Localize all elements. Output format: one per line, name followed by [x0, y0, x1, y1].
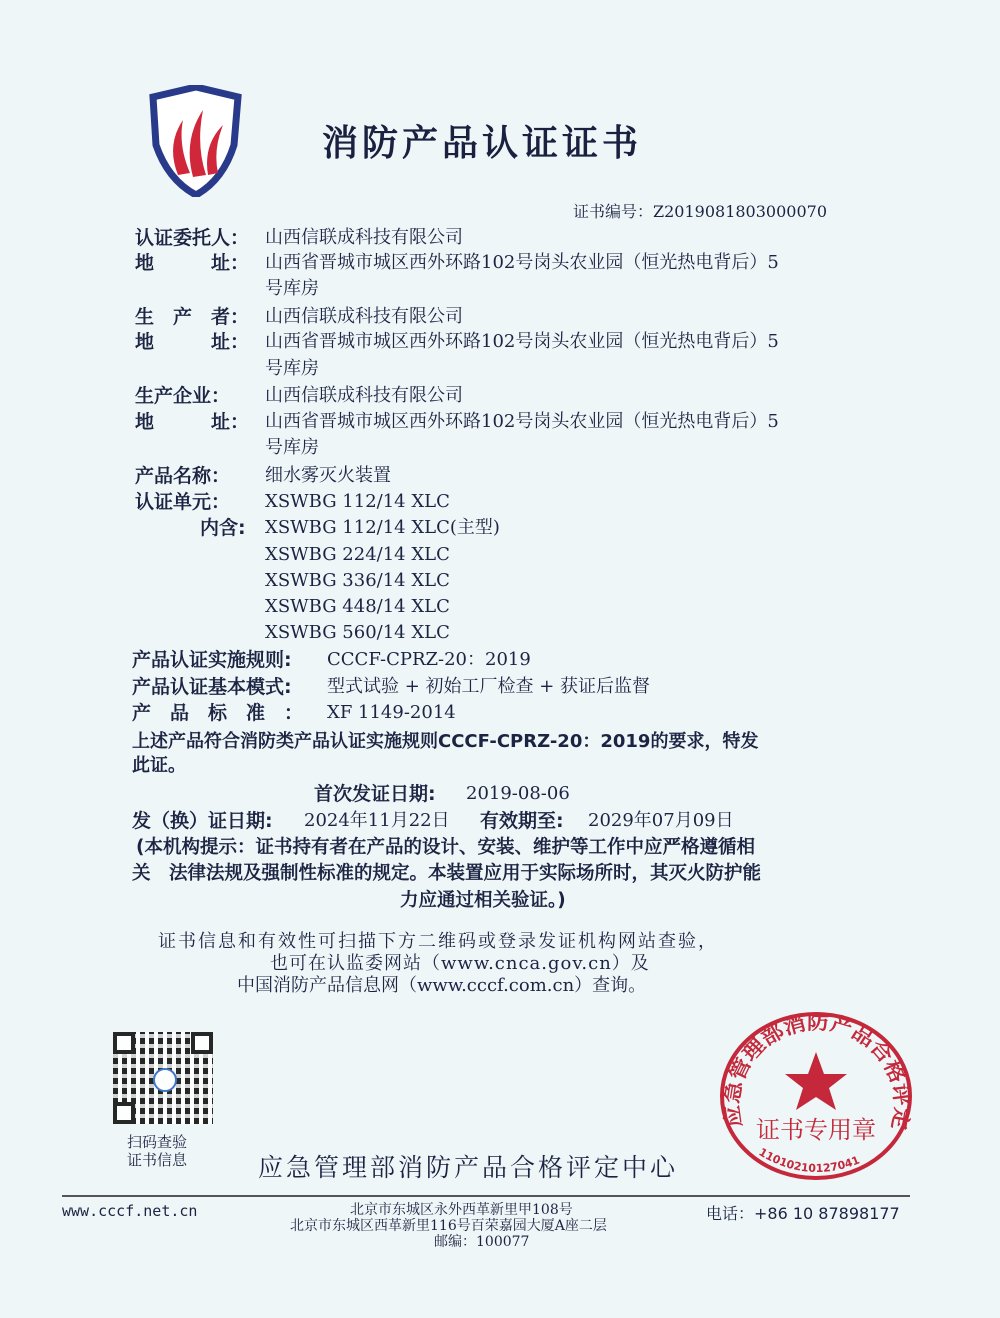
qr-code[interactable] — [113, 1032, 213, 1124]
field-label: 地 址： — [135, 331, 250, 353]
field-label: 生产企业： — [135, 385, 231, 407]
field-value: 山西省晋城市城区西外环路102号岗头农业园（恒光热电背后）5 — [265, 252, 779, 273]
model-item: XSWBG 448/14 XLC — [265, 596, 450, 617]
field-value: 山西信联成科技有限公司 — [265, 306, 463, 327]
first-issue-date: 2019-08-06 — [466, 783, 570, 804]
field-label: 地 址： — [135, 252, 250, 274]
verify-text: 也可在认监委网站（www.cnca.gov.cn）及 — [270, 953, 650, 974]
fire-shield-logo — [148, 85, 243, 201]
valid-date: 2029年07月09日 — [588, 810, 734, 831]
field-value: 山西省晋城市城区西外环路102号岗头农业园（恒光热电背后）5 — [265, 331, 779, 352]
field-label: 地 址： — [135, 411, 250, 433]
standard-label: 产 品 标 准 ： — [132, 702, 304, 724]
contains-label: 内含: — [200, 517, 246, 539]
field-value-cont: 号库房 — [265, 437, 319, 458]
verify-text: 证书信息和有效性可扫描下方二维码或登录发证机构网站查验， — [158, 931, 718, 952]
first-issue-label: 首次发证日期: — [314, 783, 436, 805]
field-value-cont: 号库房 — [265, 358, 319, 379]
field-value: 山西信联成科技有限公司 — [265, 227, 463, 248]
certificate-number: 证书编号：Z2019081803000070 — [573, 202, 827, 221]
model-item: XSWBG 336/14 XLC — [265, 570, 450, 591]
mode-label: 产品认证基本模式: — [132, 676, 292, 698]
statement-cont: 此证。 — [132, 755, 186, 776]
qr-caption: 证书信息 — [127, 1151, 188, 1169]
footer-postcode: 邮编：100077 — [434, 1234, 530, 1250]
issue-label: 发（换）证日期: — [132, 810, 273, 832]
official-seal — [716, 1006, 916, 1186]
rules-value: CCCF-CPRZ-20：2019 — [327, 649, 531, 670]
model-item: XSWBG 112/14 XLC(主型) — [265, 517, 500, 538]
notice: (本机构提示：证书持有者在产品的设计、安装、维护等工作中应严格遵循相 — [136, 837, 755, 858]
standard-value: XF 1149-2014 — [327, 702, 456, 723]
field-value: 细水雾灭火装置 — [265, 465, 391, 486]
field-value-cont: 号库房 — [265, 278, 319, 299]
qr-caption: 扫码查验 — [127, 1133, 188, 1151]
seal-center-text: 证书专用章 — [756, 1116, 876, 1144]
footer-website[interactable]: www.cccf.net.cn — [62, 1202, 198, 1220]
field-label: 认证委托人： — [135, 227, 250, 249]
issuer-name: 应急管理部消防产品合格评定中心 — [258, 1153, 679, 1182]
certificate-title: 消防产品认证证书 — [322, 123, 643, 164]
footer-address: 北京市东城区永外西革新里甲108号 — [350, 1202, 573, 1218]
rules-label: 产品认证实施规则: — [132, 649, 292, 671]
field-label: 产品名称： — [135, 465, 231, 487]
verify-text: 中国消防产品信息网（www.cccf.com.cn）查询。 — [237, 975, 647, 996]
field-label: 认证单元： — [135, 491, 231, 513]
footer-divider — [62, 1195, 910, 1197]
issue-date: 2024年11月22日 — [304, 810, 450, 831]
valid-label: 有效期至: — [480, 810, 564, 832]
field-value: 山西信联成科技有限公司 — [265, 385, 463, 406]
mode-value: 型式试验 + 初始工厂检查 + 获证后监督 — [327, 676, 651, 697]
footer-phone: 电话：+86 10 87898177 — [706, 1204, 900, 1223]
statement: 上述产品符合消防类产品认证实施规则CCCF-CPRZ-20：2019的要求，特发 — [132, 731, 759, 752]
field-value: XSWBG 112/14 XLC — [265, 491, 450, 512]
seal-number: 11010210127041 — [756, 1145, 862, 1176]
field-value: 山西省晋城市城区西外环路102号岗头农业园（恒光热电背后）5 — [265, 411, 779, 432]
footer-address: 北京市东城区西革新里116号百荣嘉园大厦A座二层 — [290, 1218, 607, 1234]
seal-ring-text: 应急管理部消防产品合格评定 — [719, 1009, 915, 1130]
notice-cont: 力应通过相关验证。) — [400, 890, 566, 911]
model-item: XSWBG 560/14 XLC — [265, 622, 450, 643]
notice-cont: 关 法律法规及强制性标准的规定。本装置应用于实际场所时，其灭火防护能 — [132, 863, 762, 884]
field-label: 生 产 者： — [135, 306, 250, 328]
model-item: XSWBG 224/14 XLC — [265, 544, 450, 565]
